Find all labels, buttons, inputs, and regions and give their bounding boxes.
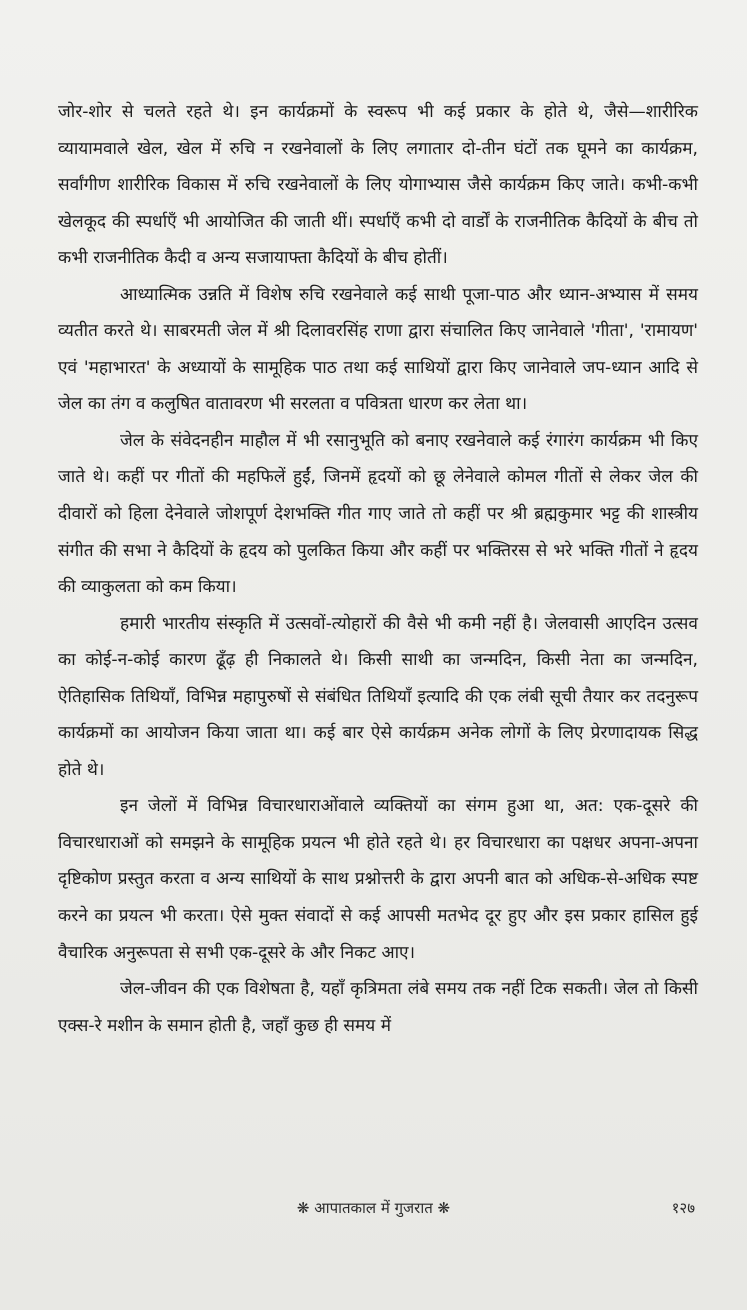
running-footer-title: ❋ आपातकाल में गुजरात ❋: [296, 1199, 451, 1217]
paragraph-3: जेल के संवेदनहीन माहौल में भी रसानुभूति को बनाए रखनेवाले कई रंगारंग कार्यक्रम भी किए जाते थे। कहीं पर गीतों की महफिलें हुईं, जिनमें हृदयों को छू लेनेवाले कोमल गीतों से लेकर जेल की दीवारों को हिला देनेवाले जोशपूर्ण देशभक्ति गीत गाए जाते तो कहीं पर श्री ब्रह्मकुमार भट्ट की शास्त्रीय संगीत की सभा ने कैदियों के हृदय को पुलकित किया और कहीं पर भक्तिरस से भरे भक्ति गीतों ने हृदय की व्याकुलता को कम किया।: [58, 430, 698, 598]
paragraph-2: आध्यात्मिक उन्नति में विशेष रुचि रखनेवाले कई साथी पूजा-पाठ और ध्यान-अभ्यास में समय व्यतीत करते थे। साबरमती जेल में श्री दिलावरसिंह राणा द्वारा संचालित किए जानेवाले 'गीता', 'रामायण' एवं 'महाभारत' के अध्यायों के सामूहिक पाठ तथा कई साथियों द्वारा किए जानेवाले जप-ध्यान आदि से जेल का तंग व कलुषित वातावरण भी सरलता व पवित्रता धारण कर लेता था।: [58, 284, 698, 415]
paragraph-1: जोर-शोर से चलते रहते थे। इन कार्यक्रमों के स्वरूप भी कई प्रकार के होते थे, जैसे—शारीरिक व्यायामवाले खेल, खेल में रुचि न रखनेवालों के लिए लगातार दो-तीन घंटों तक घूमने का कार्यक्रम, सर्वांगीण शारीरिक विकास में रुचि रखनेवालों के लिए योगाभ्यास जैसे कार्यक्रम किए जाते। कभी-कभी खेलकूद की स्पर्धाएँ भी आयोजित की जाती थीं। स्पर्धाएँ कभी दो वार्डों के राजनीतिक कैदियों के बीच तो कभी राजनीतिक कैदी व अन्य सजायाफ्ता कैदियों के बीच होतीं।: [58, 102, 698, 269]
paragraph-5: इन जेलों में विभिन्न विचारधाराओंवाले व्यक्तियों का संगम हुआ था, अत: एक-दूसरे की विचारधाराओं को समझने के सामूहिक प्रयत्न भी होते रहते थे। हर विचारधारा का पक्षधर अपना-अपना दृष्टिकोण प्रस्तुत करता व अन्य साथियों के साथ प्रश्नोत्तरी के द्वारा अपनी बात को अधिक-से-अधिक स्पष्ट करने का प्रयत्न भी करता। ऐसे मुक्त संवादों से कई आपसी मतभेद दूर हुए और इस प्रकार हासिल हुई वैचारिक अनुरूपता से सभी एक-दूसरे के और निकट आए।: [58, 796, 698, 963]
body-text: [58, 94, 698, 1044]
paragraph-4: हमारी भारतीय संस्कृति में उत्सवों-त्योहारों की वैसे भी कमी नहीं है। जेलवासी आएदिन उत्सव का कोई-न-कोई कारण ढूँढ़ ही निकालते थे। किसी साथी का जन्मदिन, किसी नेता का जन्मदिन, ऐतिहासिक तिथियाँ, विभिन्न महापुरुषों से संबंधित तिथियाँ इत्यादि की एक लंबी सूची तैयार कर तदनुरूप कार्यक्रमों का आयोजन किया जाता था। कई बार ऐसे कार्यक्रम अनेक लोगों के लिए प्रेरणादायक सिद्ध होते थे।: [58, 613, 698, 780]
page-number: १२७: [671, 1199, 695, 1217]
paragraph-6: जेल-जीवन की एक विशेषता है, यहाँ कृत्रिमता लंबे समय तक नहीं टिक सकती। जेल तो किसी एक्स-रे मशीन के समान होती है, जहाँ कुछ ही समय में: [58, 979, 698, 1036]
page-footer: [0, 1194, 747, 1224]
